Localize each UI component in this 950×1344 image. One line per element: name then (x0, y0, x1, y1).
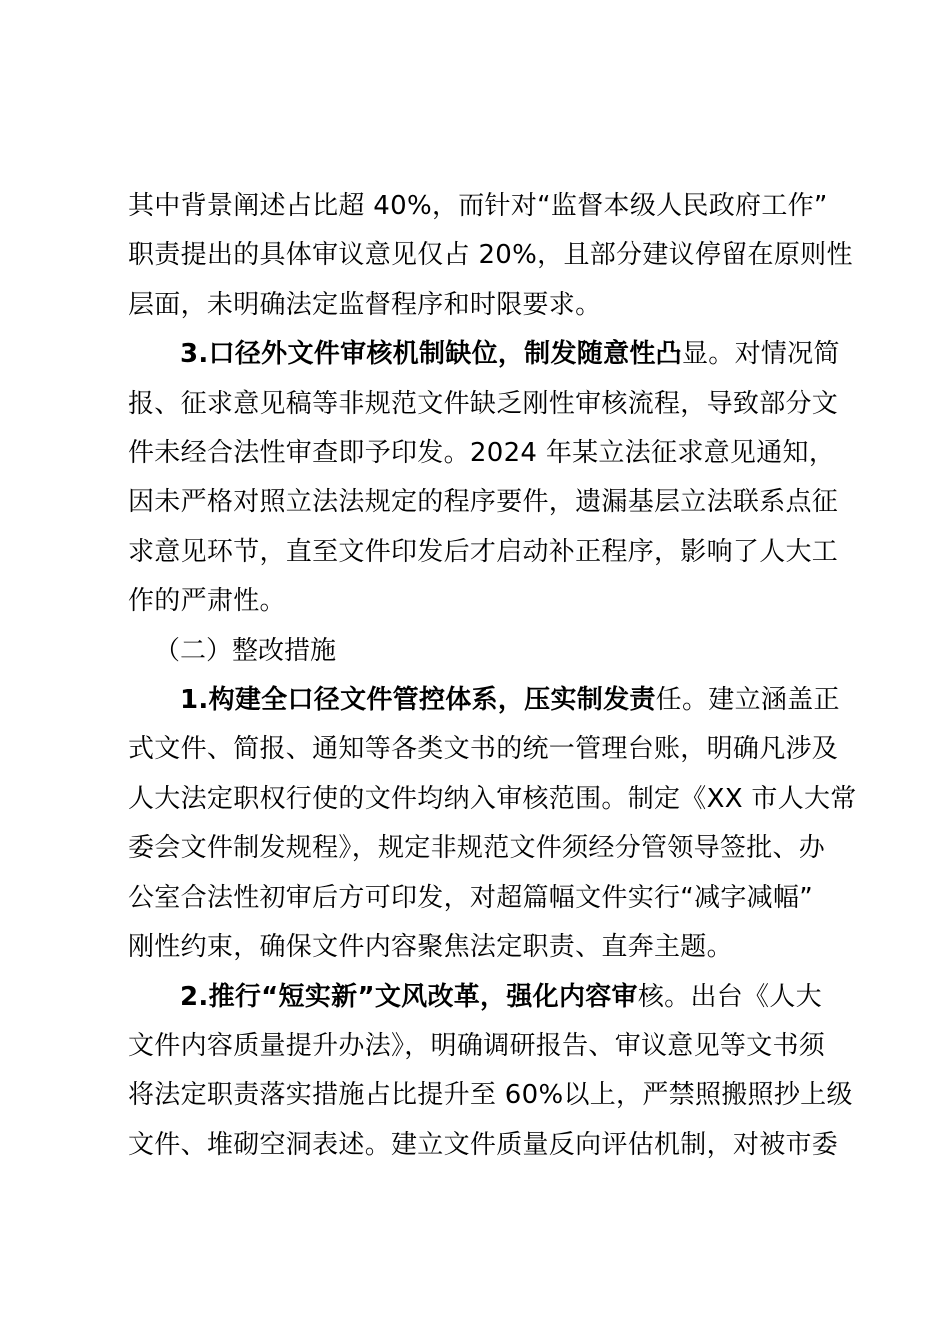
measure-2-heading: 2.推行“短实新”文风改革，强化内容审 (180, 981, 638, 1012)
measure-1-text: 任。建立涵盖正 (655, 685, 840, 716)
text-line: 公室合法性初审后方可印发，对超篇幅文件实行“减字减幅” (128, 882, 814, 913)
paragraph-measure-2 (128, 973, 853, 1171)
text-line: 式文件、简报、通知等各类文书的统一管理台账，明确凡涉及 (128, 734, 839, 765)
paragraph-point-3 (128, 330, 840, 626)
text-line: 文件、堆砌空洞表述。建立文件质量反向评估机制，对被市委 (128, 1129, 839, 1160)
paragraph-measure-1 (128, 676, 857, 972)
text-line: 其中背景阐述占比超 40%，而针对“监督本级人民政府工作” (128, 191, 828, 221)
text-line: 件未经合法性审查即予印发。2024 年某立法征求意见通知， (128, 438, 836, 469)
text-line: 刚性约束，确保文件内容聚焦法定职责、直奔主题。 (128, 932, 733, 963)
point-3-heading: 3.口径外文件审核机制缺位，制发随意性凸 (180, 339, 682, 370)
measure-2-text: 核。出台《人大 (637, 981, 822, 1012)
text-line: 委会文件制发规程》，规定非规范文件须经分管领导签批、办 (128, 833, 826, 864)
text-line: 求意见环节，直至文件印发后才启动补正程序，影响了人大工 (128, 536, 839, 567)
text-line (128, 330, 840, 379)
section-heading: （二）整改措施 (154, 635, 337, 666)
text-line (128, 676, 840, 725)
text-line: 层面，未明确法定监督程序和时限要求。 (128, 289, 602, 320)
text-line (128, 973, 830, 1022)
text-line: 人大法定职权行使的文件均纳入审核范围。制定《XX 市人大常 (128, 783, 857, 814)
paragraph-intro (128, 182, 853, 330)
point-3-text: 显。对情况简 (681, 339, 840, 370)
text-line: 职责提出的具体审议意见仅占 20%，且部分建议停留在原则性 (128, 240, 853, 271)
document-body (128, 182, 857, 1170)
text-line: 文件内容质量提升办法》，明确调研报告、审议意见等文书须 (128, 1030, 826, 1061)
measure-1-heading: 1.构建全口径文件管控体系，压实制发责 (180, 685, 656, 716)
text-line: 因未严格对照立法法规定的程序要件，遗漏基层立法联系点征 (128, 487, 839, 518)
text-line: 作的严肃性。 (128, 586, 286, 617)
text-line: 报、征求意见稿等非规范文件缺乏刚性审核流程，导致部分文 (128, 388, 839, 419)
text-line: 将法定职责落实措施占比提升至 60%以上，严禁照搬照抄上级 (128, 1080, 853, 1111)
